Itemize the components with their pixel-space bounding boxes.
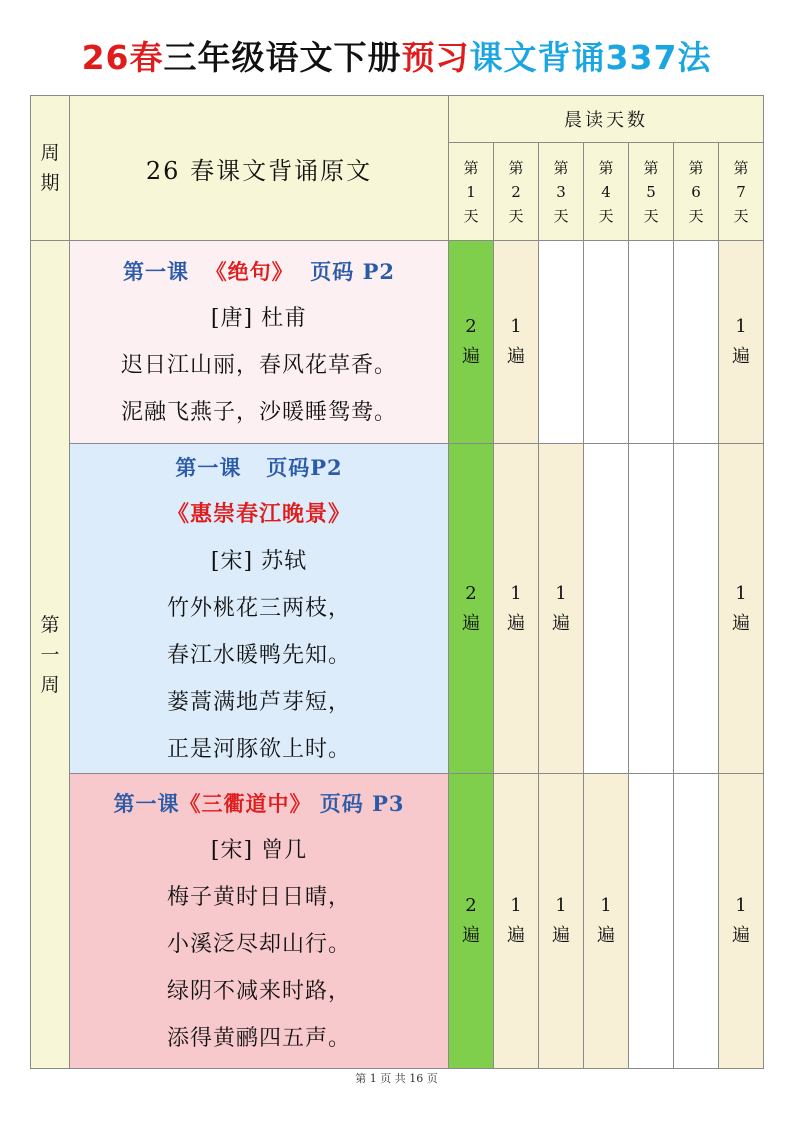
count-cell bbox=[719, 444, 764, 774]
count-cell bbox=[449, 444, 494, 774]
page-footer: 第 1 页 共 16 页 bbox=[355, 1072, 438, 1085]
poem-author: [宋] 苏轼 bbox=[210, 549, 308, 574]
count-cell bbox=[674, 241, 719, 444]
count-value: 1遍 bbox=[552, 582, 570, 634]
count-cell bbox=[629, 444, 674, 774]
morning-days-header: 晨读天数 bbox=[449, 96, 764, 143]
page-ref: 页码P2 bbox=[266, 455, 343, 480]
week-cell bbox=[31, 241, 70, 1069]
count-cell bbox=[629, 774, 674, 1069]
day-header-7 bbox=[719, 143, 764, 241]
poem-author: [唐] 杜甫 bbox=[210, 306, 308, 331]
title-part-1: 26春 bbox=[81, 38, 164, 77]
count-value: 1遍 bbox=[597, 895, 615, 946]
day-header-2 bbox=[494, 143, 539, 241]
count-cell bbox=[584, 241, 629, 444]
count-value: 2遍 bbox=[462, 895, 480, 946]
poem-line: 春江水暖鸭先知。 bbox=[166, 643, 351, 668]
lesson-3-text bbox=[70, 774, 449, 1069]
day-label: 第1天 bbox=[463, 158, 479, 225]
count-value: 2遍 bbox=[462, 582, 480, 634]
poem-line: 竹外桃花三两枝， bbox=[166, 596, 351, 621]
count-value: 1遍 bbox=[507, 895, 525, 946]
day-header-4 bbox=[584, 143, 629, 241]
title-part-4: 课文背诵337法 bbox=[469, 38, 712, 77]
lesson-2-text bbox=[70, 444, 449, 774]
count-cell bbox=[584, 444, 629, 774]
count-value: 2遍 bbox=[462, 316, 480, 367]
day-label: 第5天 bbox=[643, 158, 659, 225]
poem-line: 蒌蒿满地芦芽短， bbox=[166, 690, 351, 715]
count-cell bbox=[674, 774, 719, 1069]
day-label: 第3天 bbox=[553, 158, 569, 225]
count-cell bbox=[629, 241, 674, 444]
text-column-header: 26 春课文背诵原文 bbox=[70, 96, 449, 241]
count-value: 1遍 bbox=[732, 895, 750, 946]
week-column-label: 周期 bbox=[40, 142, 60, 194]
count-cell bbox=[584, 774, 629, 1069]
day-header-3 bbox=[539, 143, 584, 241]
poem-line: 梅子黄时日日晴， bbox=[166, 885, 351, 910]
day-label: 第6天 bbox=[688, 158, 704, 225]
poem-line: 泥融飞燕子，沙暖睡鸳鸯。 bbox=[120, 400, 397, 425]
day-header-6 bbox=[674, 143, 719, 241]
week-label: 第一周 bbox=[40, 613, 60, 696]
lesson-number: 第一课 bbox=[113, 791, 180, 816]
lesson-number: 第一课 bbox=[123, 259, 190, 284]
count-value: 1遍 bbox=[732, 582, 750, 634]
count-value: 1遍 bbox=[732, 316, 750, 367]
lesson-2-heading bbox=[70, 444, 448, 491]
poem-line: 正是河豚欲上时。 bbox=[166, 737, 351, 762]
page-ref: 页码 P2 bbox=[310, 259, 395, 284]
poem-line: 迟日江山丽，春风花草香。 bbox=[120, 353, 397, 378]
count-cell bbox=[719, 241, 764, 444]
title-part-3: 预习 bbox=[401, 38, 470, 77]
count-cell bbox=[539, 241, 584, 444]
day-label: 第4天 bbox=[598, 158, 614, 225]
lesson-1-heading bbox=[70, 248, 448, 295]
count-cell bbox=[494, 241, 539, 444]
count-cell bbox=[449, 774, 494, 1069]
poem-line: 添得黄鹂四五声。 bbox=[166, 1026, 351, 1051]
lesson-3-heading bbox=[70, 780, 448, 827]
poem-title: 《绝句》 bbox=[205, 259, 294, 284]
count-cell bbox=[539, 774, 584, 1069]
count-value: 1遍 bbox=[507, 316, 525, 367]
lesson-number: 第一课 bbox=[175, 455, 242, 480]
poem-line: 绿阴不减来时路， bbox=[166, 979, 351, 1004]
count-value: 1遍 bbox=[507, 582, 525, 634]
day-header-1 bbox=[449, 143, 494, 241]
week-column-header bbox=[31, 96, 70, 241]
day-label: 第7天 bbox=[733, 158, 749, 225]
poem-line: 小溪泛尽却山行。 bbox=[166, 932, 351, 957]
title-part-2: 三年级语文下册 bbox=[163, 38, 402, 77]
count-cell bbox=[539, 444, 584, 774]
day-header-5 bbox=[629, 143, 674, 241]
count-value: 1遍 bbox=[552, 895, 570, 946]
count-cell bbox=[494, 444, 539, 774]
count-cell bbox=[494, 774, 539, 1069]
page-ref: 页码 P3 bbox=[319, 791, 405, 816]
poem-author: [宋] 曾几 bbox=[210, 838, 308, 863]
page-title bbox=[0, 30, 793, 86]
recitation-table bbox=[30, 95, 764, 1069]
poem-title: 《惠崇春江晚景》 bbox=[166, 501, 351, 527]
count-cell bbox=[719, 774, 764, 1069]
count-cell bbox=[449, 241, 494, 444]
day-label: 第2天 bbox=[508, 158, 524, 225]
count-cell bbox=[674, 444, 719, 774]
lesson-1-text bbox=[70, 241, 449, 444]
poem-title: 《三衢道中》 bbox=[179, 791, 312, 816]
